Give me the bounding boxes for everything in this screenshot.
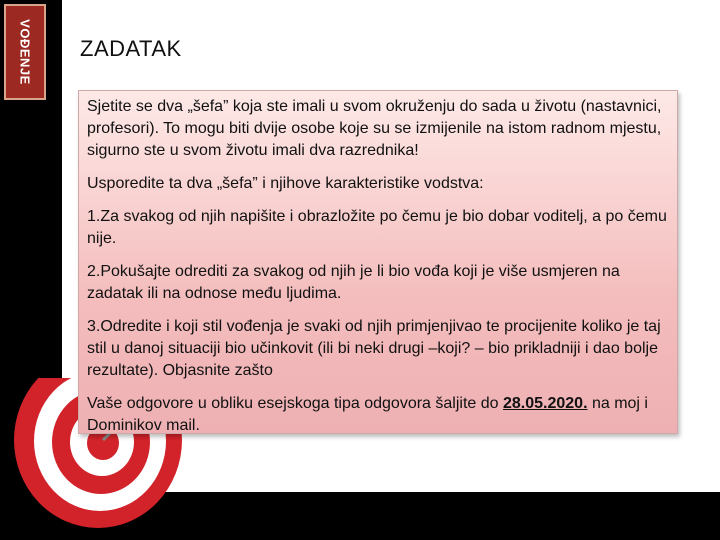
content-box: [78, 90, 678, 434]
slide-title: ZADATAK: [80, 36, 182, 61]
deadline-date: 28.05.2020.: [502, 395, 588, 412]
task-2: 2.Pokušajte odrediti za svakog od njih je li bio vođa koji je više usmjeren na zadatak ili na odnose među ljudima.: [87, 263, 620, 302]
paragraph-intro: Sjetite se dva „šefa” koja ste imali u svom okruženju do sada u životu (nastavnici, profesori). To mogu biti dvije osobe koje su se izmijenile na istom radnom mjestu, sigurno ste u svom životu imali dva razrednika!: [87, 98, 662, 159]
paragraph-deadline: [87, 393, 667, 437]
paragraph-compare: Usporedite ta dva „šefa” i njihove karakteristike vodstva:: [87, 175, 484, 192]
side-tab-label: VOĐENJE: [17, 19, 33, 85]
task-3: 3.Odredite i koji stil vođenja je svaki od njih primjenjivao te procijenite koliko je taj stil u danoj situaciji bio učinkovit (ili bi neki drugi –koji? – bio prikladniji i dao bolje rezultate). Objasnite zašto: [87, 318, 661, 379]
task-1: 1.Za svakog od njih napišite i obrazložite po čemu je bio dobar voditelj, a po čemu nije.: [87, 208, 667, 247]
deadline-text-after: na moj i Dominikov mail.: [87, 395, 648, 434]
side-tab: [4, 4, 46, 100]
deadline-text-before: Vaše odgovore u obliku esejskoga tipa odgovora šaljite do: [87, 395, 503, 412]
